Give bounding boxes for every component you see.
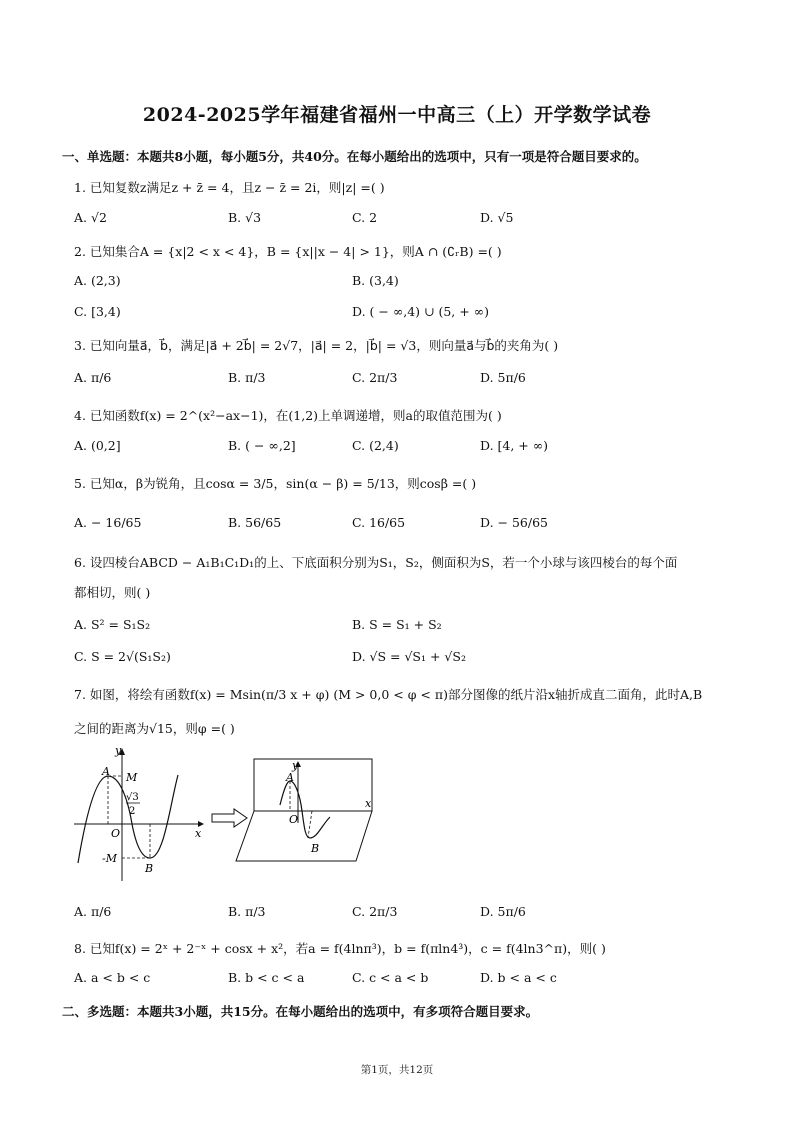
question-5-option-c: C. 16/65 [352,515,406,530]
question-8-option-a: A. a < b < c [74,970,151,985]
question-1-option-c: C. 2 [352,210,378,225]
question-8-stem: 8. 已知f(x) = 2ˣ + 2⁻ˣ + cosx + x²，若a = f(4lnπ³)，b = f(πln4³)，c = f(4ln3^π)，则( ) [74,941,606,956]
question-3-option-a: A. π/6 [74,370,112,385]
question-6-stem-continued: 都相切，则( ) [74,585,151,600]
question-7-stem-continued: 之间的距离为√15，则φ =( ) [74,721,235,736]
section-multiple-choice-header: 二、多选题：本题共3小题，共15分。在每小题给出的选项中，有多项符合题目要求。 [62,1004,539,1019]
label-x: x [365,797,372,810]
horizontal-plane [236,811,372,861]
question-8-option-c: C. c < a < b [352,970,429,985]
question-8-option-d: D. b < a < c [480,970,557,985]
question-2-option-a: A. (2,3) [74,273,121,288]
label-y: y [292,759,299,772]
guide-b [308,811,312,838]
question-7-option-c: C. 2π/3 [352,904,398,919]
question-6-option-a: A. S² = S₁S₂ [74,617,151,632]
question-3-stem: 3. 已知向量a⃗，b⃗，满足|a⃗ + 2b⃗| = 2√7，|a⃗| = 2，|b⃗| = √3，则向量a⃗与b⃗的夹角为( ) [74,338,559,353]
question-5-option-a: A. − 16/65 [74,515,142,530]
question-7-option-a: A. π/6 [74,904,112,919]
label-b: B [145,862,154,875]
question-6-option-d: D. √S = √S₁ + √S₂ [352,649,466,664]
label-m: M [126,771,138,784]
question-2-option-d: D. ( − ∞,4) ∪ (5, + ∞) [352,304,489,319]
question-4-option-c: C. (2,4) [352,438,399,453]
label-neg-m: -M [102,852,117,865]
question-2-option-c: C. [3,4) [74,304,121,319]
sine-graph-figure [70,745,220,885]
question-1-option-b: B. √3 [228,210,262,225]
curve-lower [302,811,330,838]
question-4-option-b: B. ( − ∞,2] [228,438,296,453]
question-5-stem: 5. 已知α，β为锐角，且cosα = 3/5，sin(α − β) = 5/13，则cosβ =( ) [74,476,477,491]
question-6-stem: 6. 设四棱台ABCD − A₁B₁C₁D₁的上、下底面积分别为S₁，S₂，侧面积为S，若一个小球与该四棱台的每个面 [74,555,678,570]
question-1-option-a: A. √2 [74,210,107,225]
question-7-option-b: B. π/3 [228,904,266,919]
label-o: O [289,813,299,826]
label-root3: √3 [126,792,139,803]
label-x: x [195,827,202,840]
question-3-option-d: D. 5π/6 [480,370,526,385]
question-4-option-a: A. (0,2] [74,438,121,453]
label-o: O [111,827,121,840]
question-7-stem: 7. 如图，将绘有函数f(x) = Msin(π/3 x + φ) (M > 0,0 < φ < π)部分图像的纸片沿x轴折成直二面角，此时A,B [74,687,703,702]
question-6-option-c: C. S = 2√(S₁S₂) [74,649,171,664]
question-6-option-b: B. S = S₁ + S₂ [352,617,442,632]
label-b: B [311,842,320,855]
label-y: y [115,745,122,757]
label-two: 2 [129,806,136,817]
question-1-stem: 1. 已知复数z满足z + z̄ = 4，且z − z̄ = 2i，则|z| =( ) [74,180,385,195]
question-5-option-b: B. 56/65 [228,515,282,530]
question-4-stem: 4. 已知函数f(x) = 2^(x²−ax−1)，在(1,2)上单调递增，则a的取值范围为( ) [74,408,502,423]
sine-curve [78,775,178,863]
question-3-option-b: B. π/3 [228,370,266,385]
label-a: A [286,771,294,784]
question-2-option-b: B. (3,4) [352,273,399,288]
question-7-option-d: D. 5π/6 [480,904,526,919]
question-8-option-b: B. b < c < a [228,970,305,985]
question-4-option-d: D. [4, + ∞) [480,438,549,453]
page-footer: 第1页，共12页 [360,1064,434,1076]
question-2-stem: 2. 已知集合A = {x|2 < x < 4}，B = {x||x − 4| > 1}，则A ∩ (∁ᵣB) =( ) [74,244,502,259]
page-title: 2024-2025学年福建省福州一中高三（上）开学数学试卷 [142,104,652,126]
question-5-option-d: D. − 56/65 [480,515,548,530]
label-a: A [102,765,110,778]
question-3-option-c: C. 2π/3 [352,370,398,385]
folded-dihedral-figure [232,755,382,870]
question-1-option-d: D. √5 [480,210,514,225]
curve-upper [280,781,302,811]
section-single-choice-header: 一、单选题：本题共8小题，每小题5分，共40分。在每小题给出的选项中，只有一项是符合题目要求的。 [62,149,647,164]
vertical-plane [254,759,372,811]
